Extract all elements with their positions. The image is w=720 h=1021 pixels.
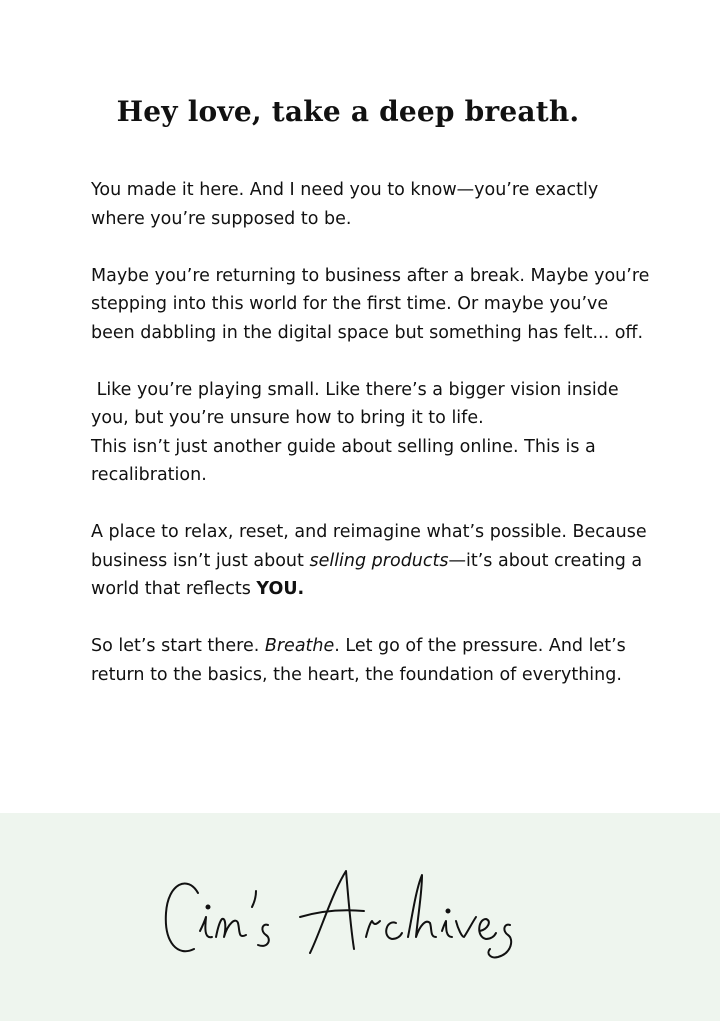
paragraph-line: been dabbling in the digital space but something has felt... off. xyxy=(91,322,644,343)
paragraph-line: recalibration. xyxy=(91,465,207,485)
paragraph-4 xyxy=(91,433,651,490)
footer-band xyxy=(0,813,720,1021)
emphasis-selling-products: selling products xyxy=(309,550,449,571)
paragraph-line: stepping into this world for the first time. Or maybe you’ve xyxy=(91,294,609,314)
paragraph-line xyxy=(91,547,651,576)
paragraph-6 xyxy=(91,632,651,689)
paragraph-line: Maybe you’re returning to business after a break. Maybe you’re xyxy=(91,265,650,286)
text-run: business isn’t just about xyxy=(91,550,310,571)
emphasis-you: YOU. xyxy=(256,579,305,599)
paragraph-line: You made it here. And I need you to know—you’re exactly xyxy=(91,180,599,200)
paragraph-line: This isn’t just another guide about selling online. This is a xyxy=(91,436,596,457)
text-run: So let’s start there. xyxy=(91,636,265,656)
paragraph-1 xyxy=(91,176,651,233)
paragraph-line xyxy=(91,632,651,661)
signature-script-graphic xyxy=(160,853,540,973)
paragraph-5 xyxy=(91,518,651,604)
page-title: Hey love, take a deep breath. xyxy=(116,95,580,128)
body-text xyxy=(91,176,651,718)
text-run: world that reflects xyxy=(91,579,257,599)
paragraph-line: A place to relax, reset, and reimagine what’s possible. Because xyxy=(91,522,647,542)
paragraph-3 xyxy=(91,376,651,433)
paragraph-line xyxy=(91,575,651,604)
emphasis-breathe: Breathe xyxy=(264,636,335,656)
paragraph-2 xyxy=(91,262,651,348)
signature-logo xyxy=(160,853,540,973)
paragraph-line: where you’re supposed to be. xyxy=(91,208,352,229)
text-run: —it’s about creating a xyxy=(448,550,643,571)
paragraph-line: Like you’re playing small. Like there’s a bigger vision inside xyxy=(91,379,619,400)
text-run: . Let go of the pressure. And let’s xyxy=(334,636,626,656)
paragraph-line: return to the basics, the heart, the foundation of everything. xyxy=(91,664,622,685)
paragraph-line: you, but you’re unsure how to bring it to life. xyxy=(91,408,484,428)
